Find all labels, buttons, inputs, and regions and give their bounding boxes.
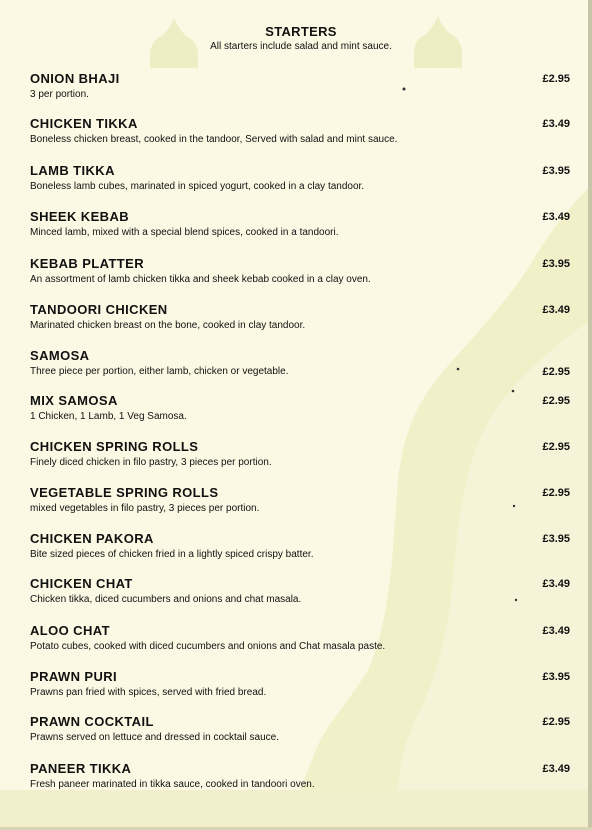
menu-item-lamb-tikka [30, 163, 570, 194]
menu-item-chicken-spring-rolls [30, 439, 570, 470]
item-price: £2.95 [542, 73, 570, 85]
item-price: £2.95 [542, 487, 570, 499]
item-name: MIX SAMOSA [30, 393, 118, 408]
item-price: £3.95 [542, 533, 570, 545]
item-description: 1 Chicken, 1 Lamb, 1 Veg Samosa. [30, 411, 187, 422]
item-description: mixed vegetables in filo pastry, 3 pieces per portion. [30, 503, 260, 514]
menu-item-prawn-puri [30, 669, 570, 700]
menu-item-paneer-tikka [30, 761, 570, 792]
item-name: KEBAB PLATTER [30, 256, 145, 271]
item-name: SAMOSA [30, 348, 90, 363]
item-description: Marinated chicken breast on the bone, cooked in clay tandoor. [30, 320, 306, 331]
item-price: £3.95 [542, 671, 570, 683]
item-price: £3.49 [542, 304, 570, 316]
item-description: Bite sized pieces of chicken fried in a lightly spiced crispy batter. [30, 549, 314, 560]
item-price: £2.95 [542, 441, 570, 453]
item-description: Three piece per portion, either lamb, chicken or vegetable. [30, 366, 289, 377]
item-name: CHICKEN SPRING ROLLS [30, 439, 199, 454]
item-description: 3 per portion. [30, 89, 89, 100]
menu-item-aloo-chat [30, 623, 570, 654]
item-description: Fresh paneer marinated in tikka sauce, cooked in tandoori oven. [30, 779, 315, 790]
item-name: CHICKEN TIKKA [30, 116, 138, 131]
item-name: PRAWN PURI [30, 669, 118, 684]
item-description: Finely diced chicken in filo pastry, 3 pieces per portion. [30, 457, 272, 468]
item-price: £3.95 [542, 165, 570, 177]
item-price: £2.95 [542, 366, 570, 378]
item-price: £3.49 [542, 118, 570, 130]
menu-item-chicken-chat [30, 576, 570, 607]
section-title: STARTERS [265, 24, 337, 39]
item-name: ALOO CHAT [30, 623, 110, 638]
item-price: £2.95 [542, 716, 570, 728]
item-price: £3.95 [542, 258, 570, 270]
menu-item-vegetable-spring-rolls [30, 485, 570, 516]
menu-item-chicken-pakora [30, 531, 570, 562]
menu-header [0, 24, 592, 52]
item-name: LAMB TIKKA [30, 163, 115, 178]
item-description: Minced lamb, mixed with a special blend spices, cooked in a tandoori. [30, 227, 339, 238]
item-description: Prawns pan fried with spices, served with fried bread. [30, 687, 267, 698]
section-subtitle: All starters include salad and mint sauce. [210, 41, 392, 52]
item-name: ONION BHAJI [30, 71, 120, 86]
menu-item-samosa [30, 348, 570, 379]
item-description: Potato cubes, cooked with diced cucumbers and onions and Chat masala paste. [30, 641, 386, 652]
item-price: £3.49 [542, 625, 570, 637]
menu-item-onion-bhaji [30, 71, 570, 102]
menu-item-kebab-platter [30, 256, 570, 287]
item-price: £3.49 [542, 578, 570, 590]
menu-item-prawn-cocktail [30, 714, 570, 745]
item-name: CHICKEN PAKORA [30, 531, 154, 546]
menu-item-sheek-kebab [30, 209, 570, 240]
item-name: VEGETABLE SPRING ROLLS [30, 485, 219, 500]
item-name: CHICKEN CHAT [30, 576, 133, 591]
menu-item-tandoori-chicken [30, 302, 570, 333]
item-name: SHEEK KEBAB [30, 209, 130, 224]
item-description: Chicken tikka, diced cucumbers and onions and chat masala. [30, 594, 302, 605]
item-description: Boneless chicken breast, cooked in the tandoor, Served with salad and mint sauce. [30, 134, 398, 145]
item-name: PRAWN COCKTAIL [30, 714, 154, 729]
menu-item-chicken-tikka [30, 116, 570, 147]
item-price: £2.95 [542, 395, 570, 407]
item-price: £3.49 [542, 763, 570, 775]
item-name: PANEER TIKKA [30, 761, 132, 776]
item-description: An assortment of lamb chicken tikka and sheek kebab cooked in a clay oven. [30, 274, 371, 285]
item-price: £3.49 [542, 211, 570, 223]
item-name: TANDOORI CHICKEN [30, 302, 168, 317]
menu-item-mix-samosa [30, 393, 570, 424]
item-description: Boneless lamb cubes, marinated in spiced yogurt, cooked in a clay tandoor. [30, 181, 365, 192]
item-description: Prawns served on lettuce and dressed in cocktail sauce. [30, 732, 280, 743]
page-edge-right [588, 0, 592, 830]
